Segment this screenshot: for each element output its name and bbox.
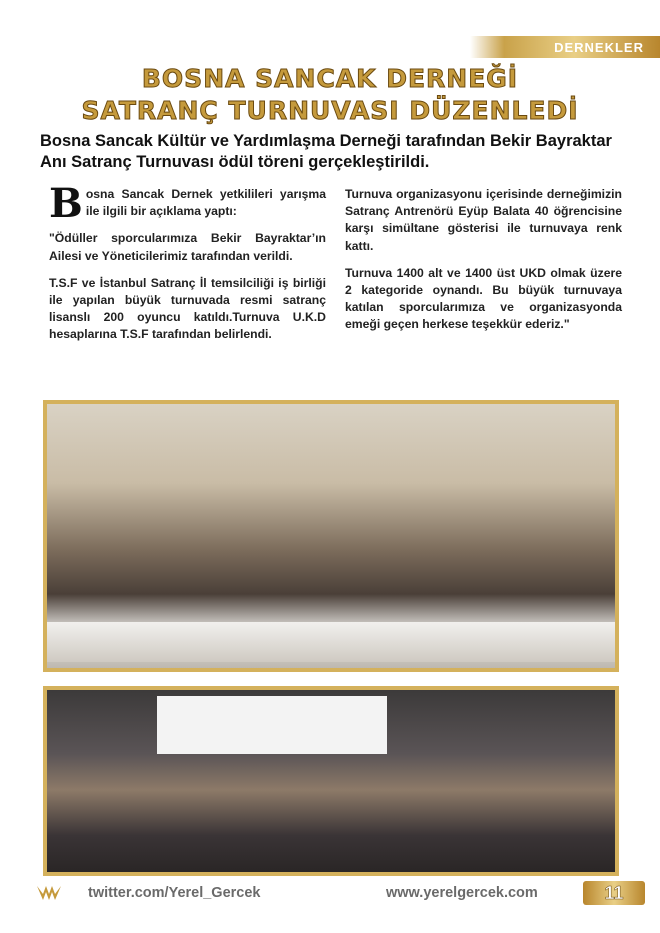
article-column-right	[345, 186, 622, 344]
photo-projection-screen	[157, 696, 387, 754]
footer-website[interactable]: www.yerelgercek.com	[386, 885, 538, 901]
article-paragraph	[49, 180, 326, 227]
page-number: 11	[604, 882, 624, 903]
paragraph-text: osna Sancak Dernek yetkilileri yarışma ile ilgili bir açıklama yaptı:	[85, 187, 326, 219]
article-subtitle: Bosna Sancak Kültür ve Yardımlaşma Derneği tarafından Bekir Bayraktar Anı Satranç Turnuvası ödül töreni gerçekleştirildi.	[40, 132, 612, 171]
section-tag-label: DERNEKLER	[554, 39, 644, 55]
section-tag	[470, 36, 660, 58]
photo-award-ceremony	[43, 686, 619, 876]
footer-twitter[interactable]: twitter.com/Yerel_Gercek	[88, 885, 261, 901]
headline-line-1: BOSNA SANCAK DERNEĞİ	[141, 64, 519, 93]
drop-cap: B	[49, 180, 83, 227]
photo-chess-tables	[47, 622, 615, 662]
article-paragraph: T.S.F ve İstanbul Satranç İl temsilciliği iş birliği ile yapılan büyük turnuvada resmi satranç lisanslı 200 oyuncu katıldı.Turnuva U.K.D hesaplarına T.S.F tarafından belirlendi.	[49, 275, 326, 342]
page-number-box	[583, 881, 645, 905]
article-paragraph: Turnuva organizasyonu içerisinde derneğimizin Satranç Antrenörü Eyüp Balata 40 öğrencisine karşı simültane gösterisi ile turnuvaya renk kattı.	[345, 187, 622, 253]
gold-wing-icon	[36, 884, 62, 902]
article-paragraph: Turnuva 1400 alt ve 1400 üst UKD olmak üzere 2 kategoride oynandı. Bu büyük turnuvaya katılan sporcularımıza ve organizasyonda emeği geçen herkese teşekkür ederiz."	[345, 265, 622, 332]
headline-line-2: SATRANÇ TURNUVASI DÜZENLEDİ	[81, 96, 579, 125]
article-column-left	[49, 180, 326, 354]
photo-tournament-hall	[43, 400, 619, 672]
article-paragraph: "Ödüller sporcularımıza Bekir Bayraktar’ın Ailesi ve Yöneticilerimiz tarafından verildi.	[49, 231, 326, 263]
